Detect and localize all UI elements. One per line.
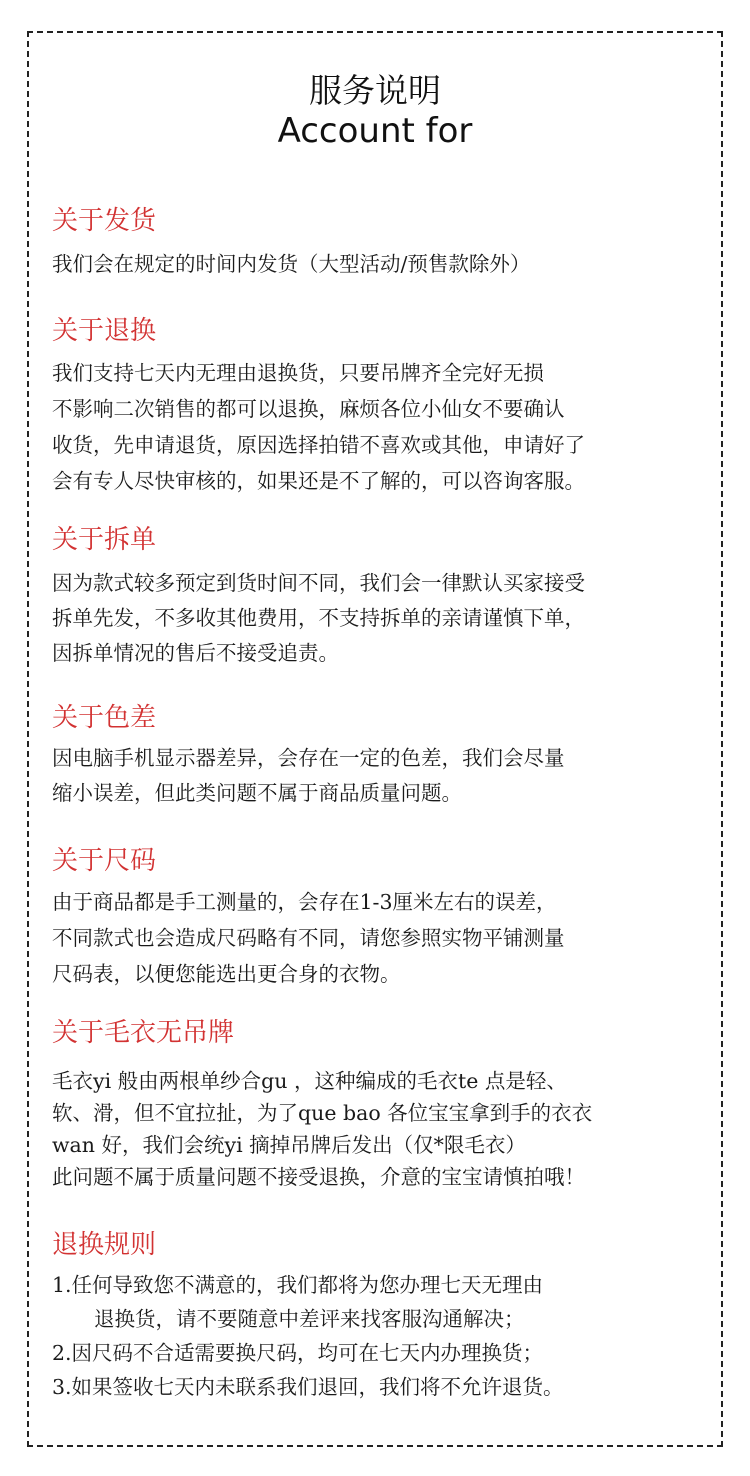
section-body-return-rules (52, 1268, 712, 1404)
text-line: 不影响二次销售的都可以退换，麻烦各位小仙女不要确认 (52, 397, 565, 421)
text-line: 因拆单情况的售后不接受追责。 (52, 641, 339, 665)
rule-item-1-continued: 退换货，请不要随意中差评来找客服沟通解决； (94, 1307, 525, 1331)
section-title-returns: 关于退换 (52, 316, 157, 346)
section-title-shipping: 关于发货 (52, 206, 157, 236)
section-body-sizing (52, 884, 712, 992)
section-body-returns (52, 355, 712, 499)
text-line: 软、滑，但不宜拉扯，为了que bao 各位宝宝拿到手的衣衣 (52, 1101, 593, 1125)
section-title-return-rules: 退换规则 (52, 1230, 157, 1260)
page-title: 服务说明 (309, 71, 441, 110)
text-line: 我们会在规定的时间内发货（大型活动/预售款除外） (52, 252, 531, 276)
section-body-split-orders (52, 566, 712, 671)
rule-item-2: 2.因尺码不合适需要换尺码，均可在七天内办理换货； (52, 1341, 544, 1365)
section-body-color-difference (52, 741, 712, 811)
text-line: 拆单先发，不多收其他费用，不支持拆单的亲请谨慎下单， (52, 606, 585, 630)
text-line: 由于商品都是手工测量的，会存在1-3厘米左右的误差， (52, 890, 557, 914)
text-line: wan 好，我们会统yi 摘掉吊牌后发出（仅*限毛衣） (52, 1133, 526, 1157)
rule-item-1: 1.任何导致您不满意的，我们都将为您办理七天无理由 (52, 1273, 544, 1297)
section-title-split-orders: 关于拆单 (52, 525, 157, 555)
section-title-sizing: 关于尺码 (52, 846, 157, 876)
section-body-shipping (52, 246, 712, 282)
rule-item-3: 3.如果签收七天内未联系我们退回，我们将不允许退货。 (52, 1375, 564, 1399)
text-line: 尺码表，以便您能选出更合身的衣物。 (52, 962, 401, 986)
text-line: 会有专人尽快审核的，如果还是不了解的，可以咨询客服。 (52, 469, 585, 493)
section-body-sweater-tags (52, 1065, 712, 1193)
page-subtitle: Account for (277, 111, 473, 151)
text-line: 我们支持七天内无理由退换货，只要吊牌齐全完好无损 (52, 361, 544, 385)
section-title-sweater-tags: 关于毛衣无吊牌 (52, 1018, 235, 1048)
section-title-color-difference: 关于色差 (52, 703, 157, 733)
text-line: 因电脑手机显示器差异，会存在一定的色差，我们会尽量 (52, 746, 565, 770)
text-line: 因为款式较多预定到货时间不同，我们会一律默认买家接受 (52, 571, 585, 595)
text-line: 毛衣yi 般由两根单纱合gu ，这种编成的毛衣te 点是轻、 (52, 1069, 567, 1093)
text-line: 不同款式也会造成尺码略有不同，请您参照实物平铺测量 (52, 926, 565, 950)
text-line: 缩小误差，但此类问题不属于商品质量问题。 (52, 781, 462, 805)
text-line: 收货，先申请退货，原因选择拍错不喜欢或其他，申请好了 (52, 433, 585, 457)
text-line: 此问题不属于质量问题不接受退换，介意的宝宝请慎拍哦！ (52, 1165, 585, 1189)
